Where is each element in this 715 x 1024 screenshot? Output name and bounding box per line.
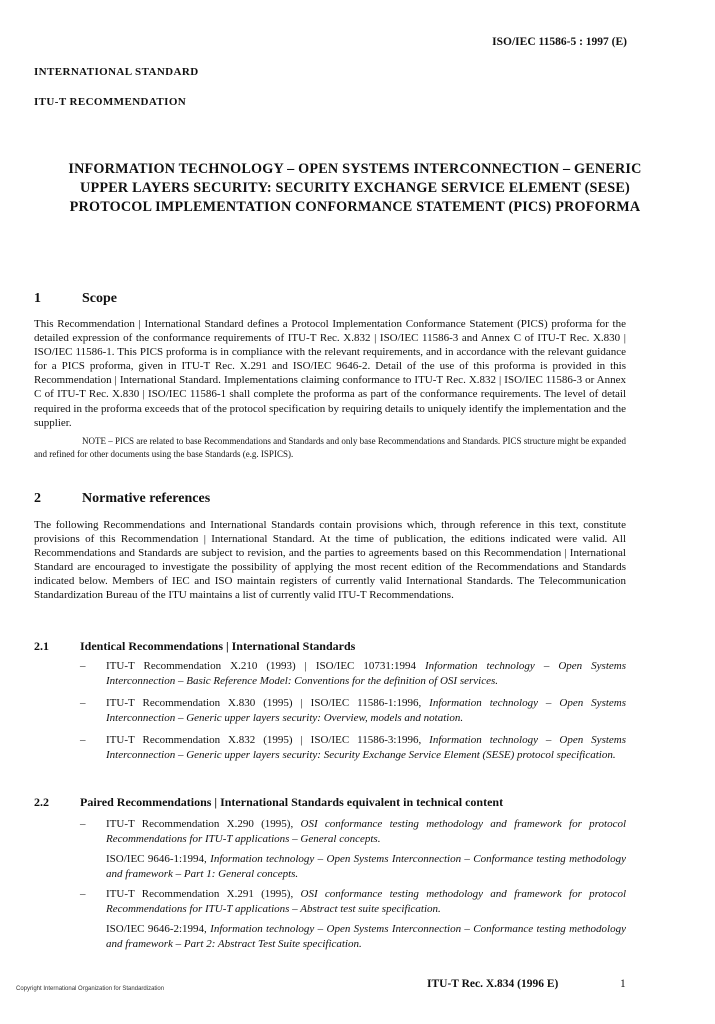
- list-dash: –: [80, 888, 86, 900]
- list-dash: –: [80, 697, 86, 709]
- section-number: 2.2: [34, 795, 49, 809]
- section-title: Paired Recommendations | International Standards equivalent in technical content: [80, 795, 504, 809]
- reference-item: [80, 696, 626, 726]
- reference-number: ITU-T Recommendation X.291 (1995),: [106, 888, 294, 900]
- reference-item: [80, 659, 626, 689]
- copyright-notice: Copyright International Organization for Standardization: [16, 986, 165, 992]
- paired-reference-title: Information technology – Open Systems Interconnection – Conformance testing methodology and framework – Part 1: General concepts.: [106, 853, 626, 880]
- section-number: 2.1: [34, 639, 49, 653]
- normative-references-paragraph: The following Recommendations and International Standards contain provisions which, through reference in this text, constitute provisions of this Recommendation | International Standard. At the time of publication, the editions indicated were valid. All Recommendations and Standards are subject to revision, and the parties to agreements based on this Recommendation | International Standard are encouraged to investigate the possibility of applying the most recent edition of the Recommendations and Standards indicated below. Members of IEC and ISO maintain registers of currently valid International Standards. The Telecommunication Standardization Bureau of the ITU maintains a list of currently valid ITU-T Recommendations.: [34, 519, 626, 602]
- document-title: INFORMATION TECHNOLOGY – OPEN SYSTEMS INTERCONNECTION – GENERIC UPPER LAYERS SECURITY: SECURITY EXCHANGE SERVICE ELEMENT (SESE) PROTOCOL IMPLEMENTATION CONFORMANCE STATEMENT (PICS) PROFORMA: [68, 161, 642, 215]
- paired-reference-number: ISO/IEC 9646-1:1994,: [106, 853, 207, 865]
- paired-reference-title: Information technology – Open Systems Interconnection – Conformance testing methodology and framework – Part 2: Abstract Test Suite specification.: [106, 923, 626, 950]
- reference-item: [80, 887, 626, 952]
- standard-type-label: INTERNATIONAL STANDARD: [34, 66, 199, 78]
- scope-note: NOTE – PICS are related to base Recommendations and Standards and only base Recommendations and Standards. PICS structure might be expanded and refined for other documents using the base Standards (e.g. ISPICS).: [34, 436, 626, 459]
- section-title: Normative references: [82, 491, 211, 506]
- reference-title: Information technology – Open Systems Interconnection – Generic upper layers security: Security Exchange Service Element (SESE) protocol specification.: [106, 734, 627, 761]
- list-dash: –: [80, 660, 86, 672]
- section-title: Scope: [82, 291, 117, 306]
- reference-number: ITU-T Recommendation X.210 (1993) | ISO/IEC 10731:1994: [106, 660, 416, 672]
- list-dash: –: [80, 734, 86, 746]
- section-2-1-heading: [34, 639, 355, 654]
- reference-number: ITU-T Recommendation X.830 (1995) | ISO/IEC 11586-1:1996,: [106, 697, 422, 709]
- reference-item: [80, 817, 626, 882]
- document-id: ISO/IEC 11586-5 : 1997 (E): [492, 36, 627, 48]
- footer-recommendation-id: ITU-T Rec. X.834 (1996 E): [427, 978, 559, 990]
- paired-reference-number: ISO/IEC 9646-2:1994,: [106, 923, 207, 935]
- section-number: 1: [34, 291, 41, 306]
- section-2-2-heading: [34, 795, 503, 810]
- reference-item: [80, 733, 626, 763]
- reference-title: OSI conformance testing methodology and framework for protocol Recommendations for ITU-T applications – Abstract test suite specification.: [106, 888, 627, 915]
- section-1-heading: [34, 291, 117, 307]
- reference-title: Information technology – Open Systems Interconnection – Generic upper layers security: Overview, models and notation.: [106, 697, 627, 724]
- recommendation-type-label: ITU-T RECOMMENDATION: [34, 96, 187, 108]
- section-2-heading: [34, 491, 210, 507]
- reference-number: ITU-T Recommendation X.832 (1995) | ISO/IEC 11586-3:1996,: [106, 734, 422, 746]
- section-title: Identical Recommendations | International Standards: [80, 639, 356, 653]
- reference-title: Information technology – Open Systems Interconnection – Basic Reference Model: Conventions for the definition of OSI services.: [106, 660, 627, 687]
- list-dash: –: [80, 818, 86, 830]
- scope-paragraph: This Recommendation | International Standard defines a Protocol Implementation Conformance Statement (PICS) proforma for the detailed expression of the conformance requirements of ITU-T Rec. X.832 | ISO/IEC 11586-3 and Annex C of ITU-T Rec. X.830 | ISO/IEC 11586-1. This PICS proforma is in compliance with the relevant requirements, and in accordance with the relevant guidance for a PICS proforma, given in ITU-T Rec. X.291 and ISO/IEC 9646-2. Detail of the use of this proforma is provided in this Recommendation | International Standard. Implementations claiming conformance to ITU-T Rec. X.832 | ISO/IEC 11586-3 or Annex C of ITU-T Rec. X.830 | ISO/IEC 11586-1 shall complete the proforma as part of the conformance requirements. The level of detail required in the proforma exceeds that of the protocol specification by requiring details to uniquely identify the implementation and the supplier.: [34, 318, 626, 429]
- reference-number: ITU-T Recommendation X.290 (1995),: [106, 818, 294, 830]
- section-number: 2: [34, 491, 41, 506]
- page-number: 1: [620, 978, 626, 990]
- reference-title: OSI conformance testing methodology and framework for protocol Recommendations for ITU-T applications – General concepts.: [106, 818, 627, 845]
